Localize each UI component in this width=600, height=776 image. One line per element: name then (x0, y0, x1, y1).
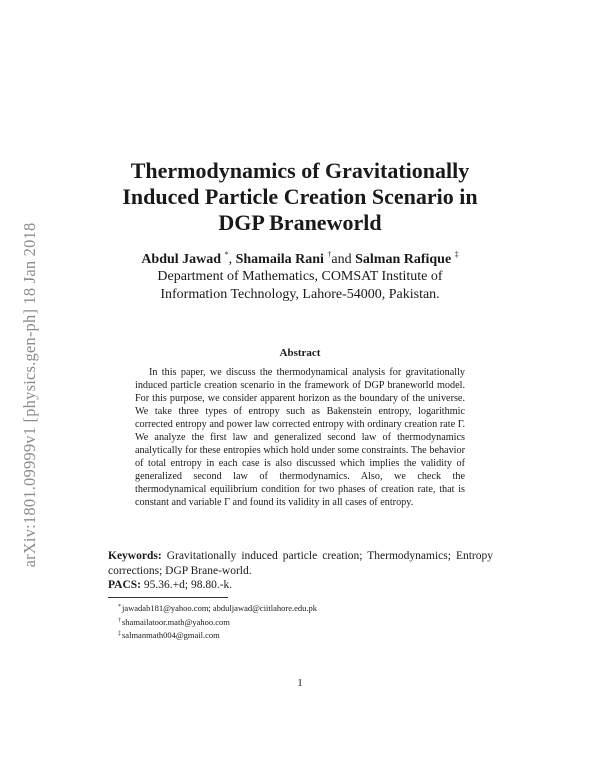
title-line-3: DGP Braneworld (218, 210, 382, 235)
author-1-name: Abdul Jawad (141, 252, 222, 267)
affiliation (120, 268, 480, 304)
arxiv-stamp: arXiv:1801.09999v1 [physics.gen-ph] 18 Jan 2018 (20, 222, 39, 568)
footnote-3-email[interactable]: salmanmath004@gmail.com (122, 630, 220, 640)
pacs-line (108, 578, 493, 593)
footnote-2-mark: † (118, 617, 121, 624)
pacs-label: PACS: (108, 579, 142, 591)
paper-title (90, 158, 510, 236)
footnote-1-mark: * (118, 604, 121, 610)
abstract-heading: Abstract (279, 347, 321, 359)
author-separator-2: and (331, 252, 356, 267)
title-line-1: Thermodynamics of Gravitationally (130, 158, 470, 183)
footnotes (118, 601, 498, 642)
author-2-mark: † (327, 250, 332, 259)
pacs-text: 95.36.+d; 98.80.-k. (143, 579, 233, 591)
author-separator-1: , (228, 252, 236, 267)
affiliation-line-2: Information Technology, Lahore-54000, Pakistan. (160, 287, 440, 302)
footnote-rule (108, 597, 228, 598)
keywords-block (108, 549, 493, 593)
footnote-3-mark: ‡ (118, 631, 121, 637)
footnote-3 (118, 628, 498, 642)
title-line-2: Induced Particle Creation Scenario in (122, 184, 478, 209)
keywords-text: Gravitationally induced particle creation; Thermodynamics; Entropy corrections; DGP Brane-world. (108, 550, 493, 577)
author-2-name: Shamaila Rani (235, 252, 324, 267)
author-3-name: Salman Rafique (355, 252, 452, 267)
footnote-2 (118, 615, 498, 629)
abstract-text: In this paper, we discuss the thermodynamical analysis for gravitationally induced particle creation scenario in the framework of DGP braneworld model. For this purpose, we consider apparent horizon as the boundary of the universe. We take three types of entropy such as Bakenstein entropy, logarithmic corrected entropy and power law corrected entropy with ordinary creation rate Γ. We analyze the first law and generalized second law of thermodynamics analytically for these entropies which hold under some constraints. The behavior of total entropy in each case is also discussed which implies the validity of generalized second law of thermodynamics. Also, we check the thermodynamical equilibrium condition for two phases of creation rate, that is constant and variable Γ and found its validity in all cases of entropy. (135, 367, 465, 508)
author-3-mark: ‡ (454, 250, 459, 259)
author-list (90, 250, 510, 268)
footnote-1 (118, 601, 498, 615)
keywords-line (108, 549, 493, 578)
footnote-2-email[interactable]: shamailatoor.math@yahoo.com (122, 616, 230, 627)
page-number: 1 (297, 677, 303, 689)
affiliation-line-1: Department of Mathematics, COMSAT Institute of (157, 269, 443, 284)
keywords-label: Keywords: (108, 550, 162, 562)
footnote-1-email[interactable]: jawadab181@yahoo.com; abduljawad@ciitlahore.edu.pk (122, 603, 318, 613)
author-1-mark: * (224, 250, 229, 259)
